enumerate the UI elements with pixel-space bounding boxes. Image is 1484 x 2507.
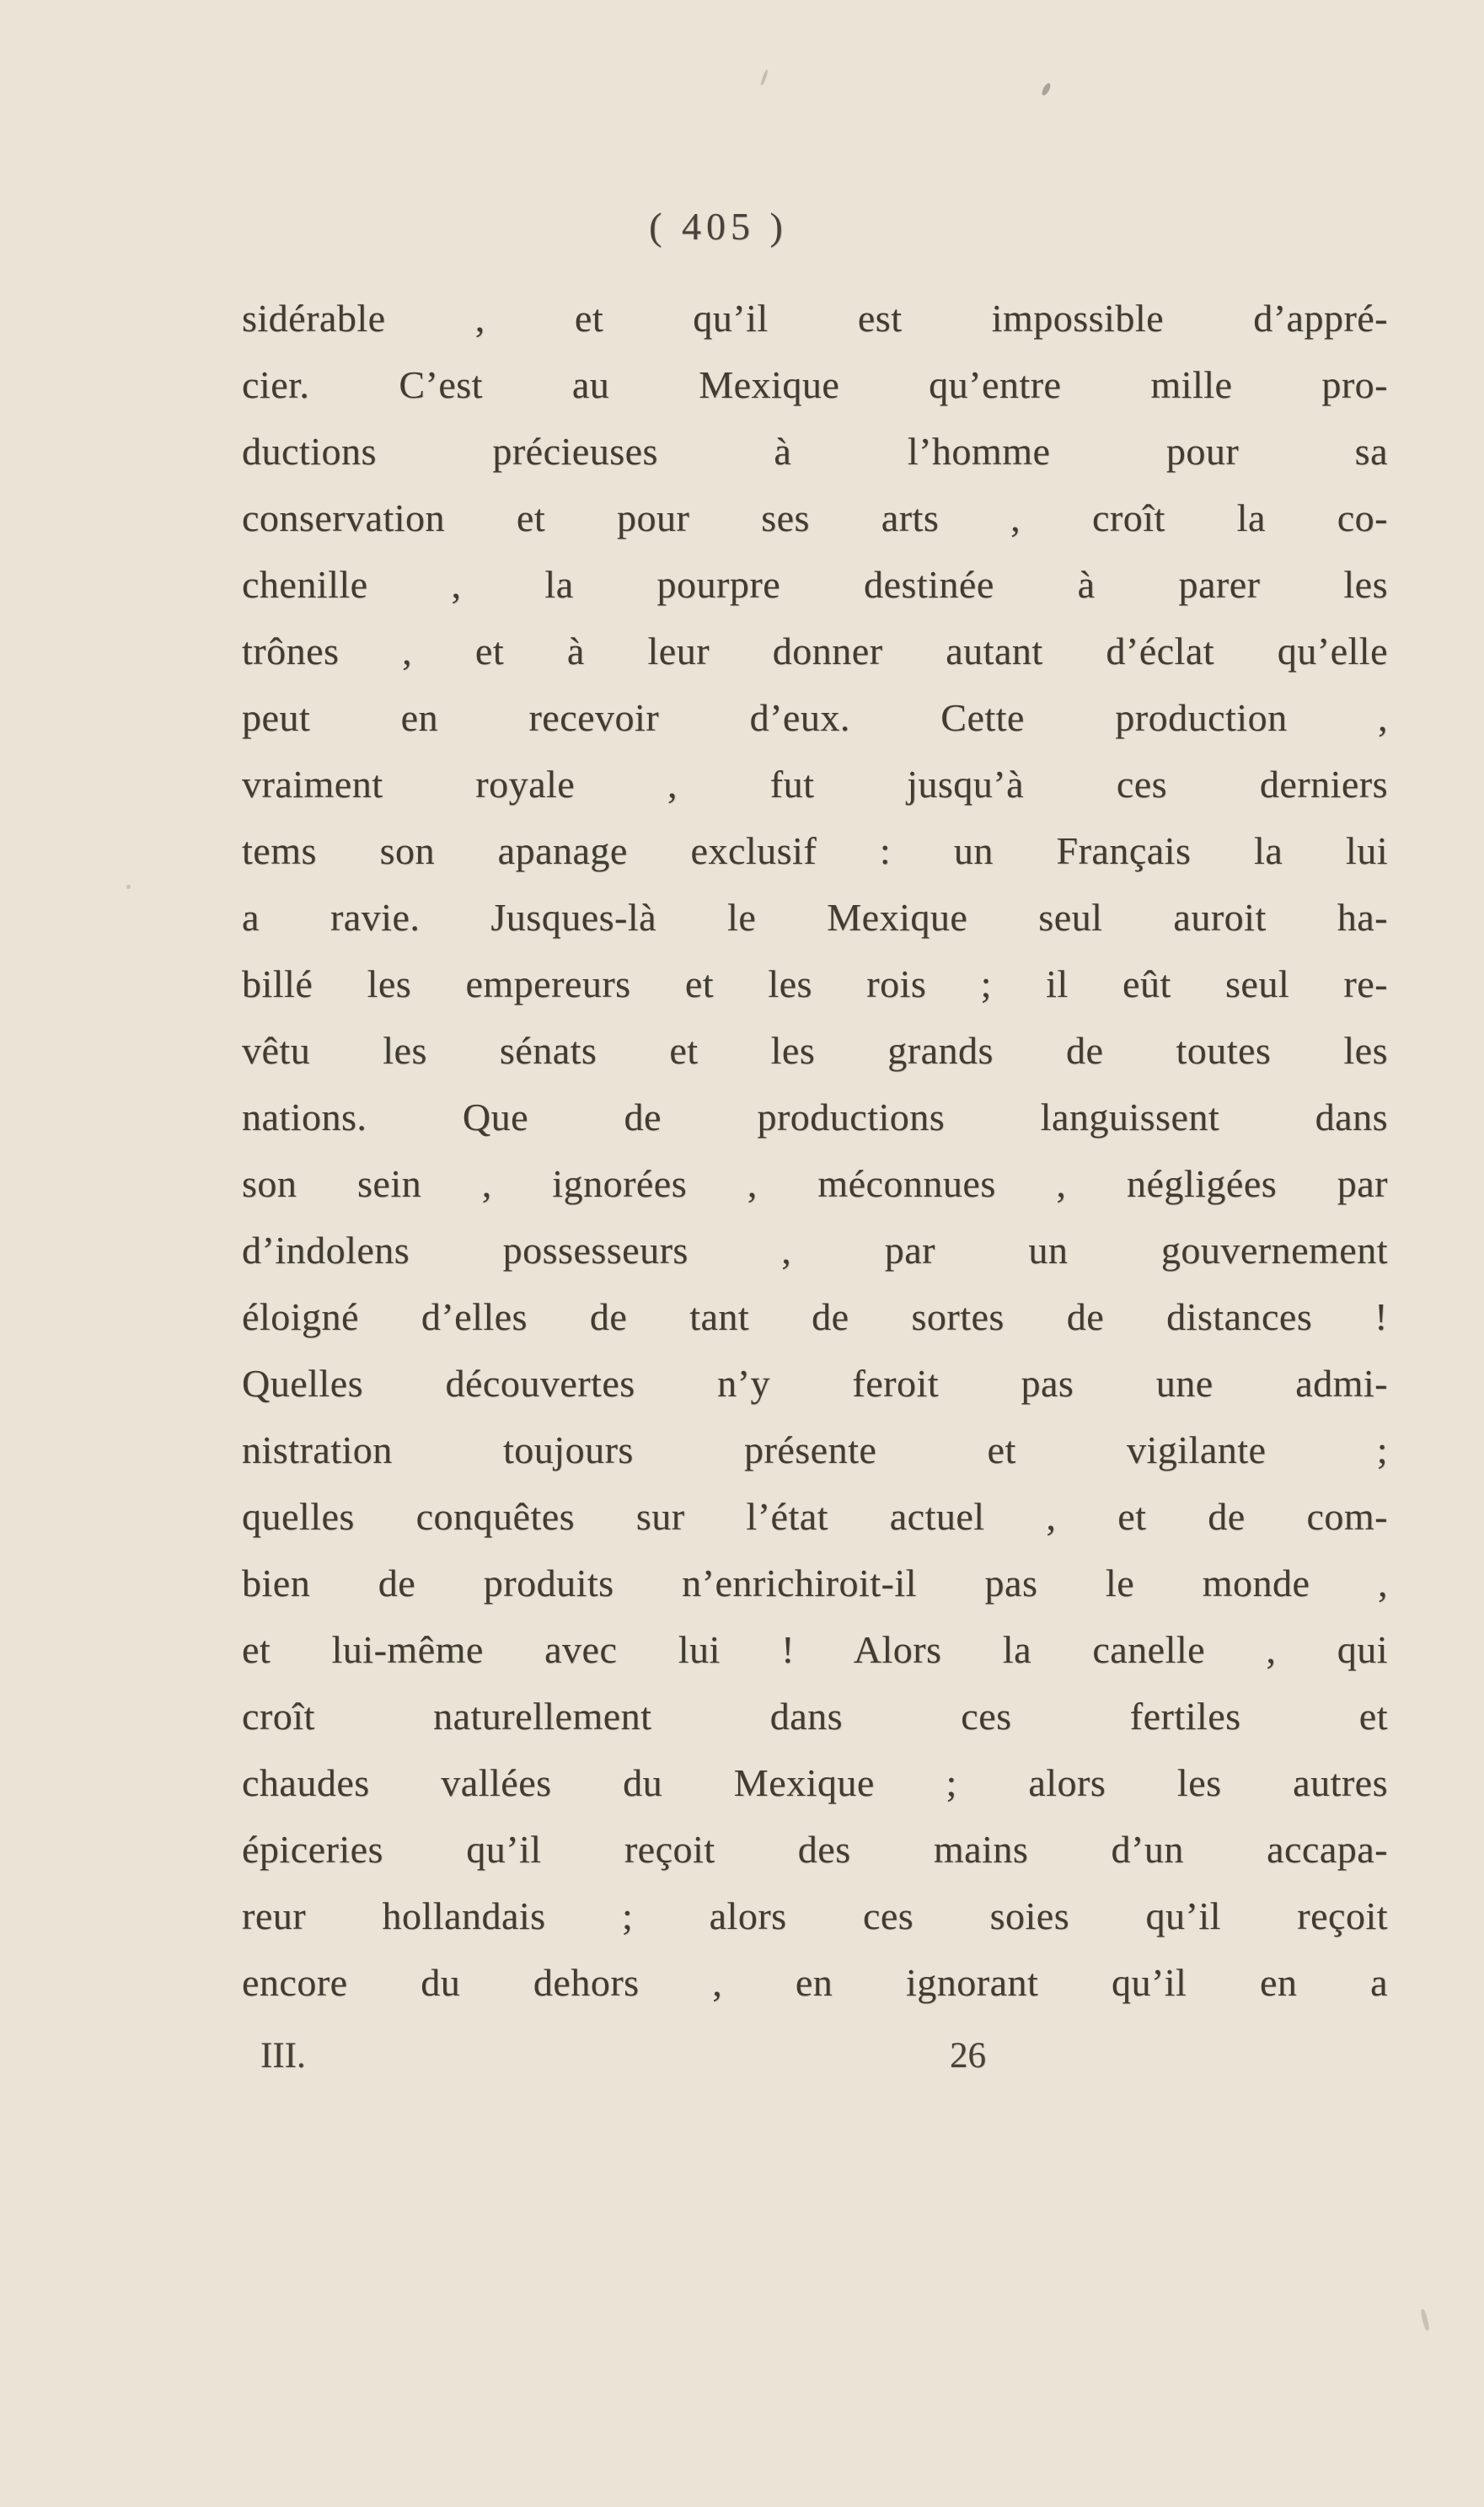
text-line: cier. C’est au Mexique qu’entre mille pro- (242, 363, 1388, 406)
text-line: son sein , ignorées , méconnues , négligées par (242, 1162, 1388, 1205)
text-line: a ravie. Jusques-là le Mexique seul auroit ha- (242, 896, 1388, 939)
text-line: sidérable , et qu’il est impossible d’appré- (242, 297, 1388, 340)
text-line: conservation et pour ses arts , croît la co- (242, 496, 1388, 539)
paper-speck (1420, 2309, 1430, 2332)
text-line: chenille , la pourpre destinée à parer les (242, 563, 1388, 606)
text-line: vêtu les sénats et les grands de toutes les (242, 1029, 1388, 1072)
text-line: tems son apanage exclusif : un Français la lui (242, 829, 1388, 872)
text-line: nations. Que de productions languissent dans (242, 1095, 1388, 1138)
text-line: ductions précieuses à l’homme pour sa (242, 430, 1388, 473)
page-number: ( 405 ) (649, 205, 788, 248)
text-line: bien de produits n’enrichiroit-il pas le monde , (242, 1562, 1388, 1604)
text-line: encore du dehors , en ignorant qu’il en a (242, 1961, 1388, 2004)
text-line: billé les empereurs et les rois ; il eût seul re- (242, 962, 1388, 1005)
text-line: épiceries qu’il reçoit des mains d’un accapa- (242, 1828, 1388, 1871)
page-footer (242, 2022, 1388, 2089)
text-line: nistration toujours présente et vigilante ; (242, 1428, 1388, 1471)
text-line: chaudes vallées du Mexique ; alors les autres (242, 1761, 1388, 1804)
text-line: trônes , et à leur donner autant d’éclat qu’elle (242, 629, 1388, 672)
text-line: quelles conquêtes sur l’état actuel , et de com- (242, 1495, 1388, 1538)
text-line: éloigné d’elles de tant de sortes de distances ! (242, 1295, 1388, 1338)
text-line: d’indolens possesseurs , par un gouvernement (242, 1229, 1388, 1272)
text-line: Quelles découvertes n’y feroit pas une admi- (242, 1362, 1388, 1405)
text-line: vraiment royale , fut jusqu’à ces derniers (242, 763, 1388, 806)
body-text (242, 285, 1388, 2016)
signature-number: 26 (950, 2036, 986, 2076)
text-line: et lui-même avec lui ! Alors la canelle , qui (242, 1628, 1388, 1671)
text-line: reur hollandais ; alors ces soies qu’il reçoit (242, 1894, 1388, 1937)
text-line: peut en recevoir d’eux. Cette production , (242, 696, 1388, 739)
paper-speck (1041, 82, 1053, 96)
text-line: croît naturellement dans ces fertiles et (242, 1695, 1388, 1738)
volume-number: III. (260, 2036, 306, 2076)
paper-speck (760, 69, 769, 86)
paper-speck (126, 885, 131, 889)
